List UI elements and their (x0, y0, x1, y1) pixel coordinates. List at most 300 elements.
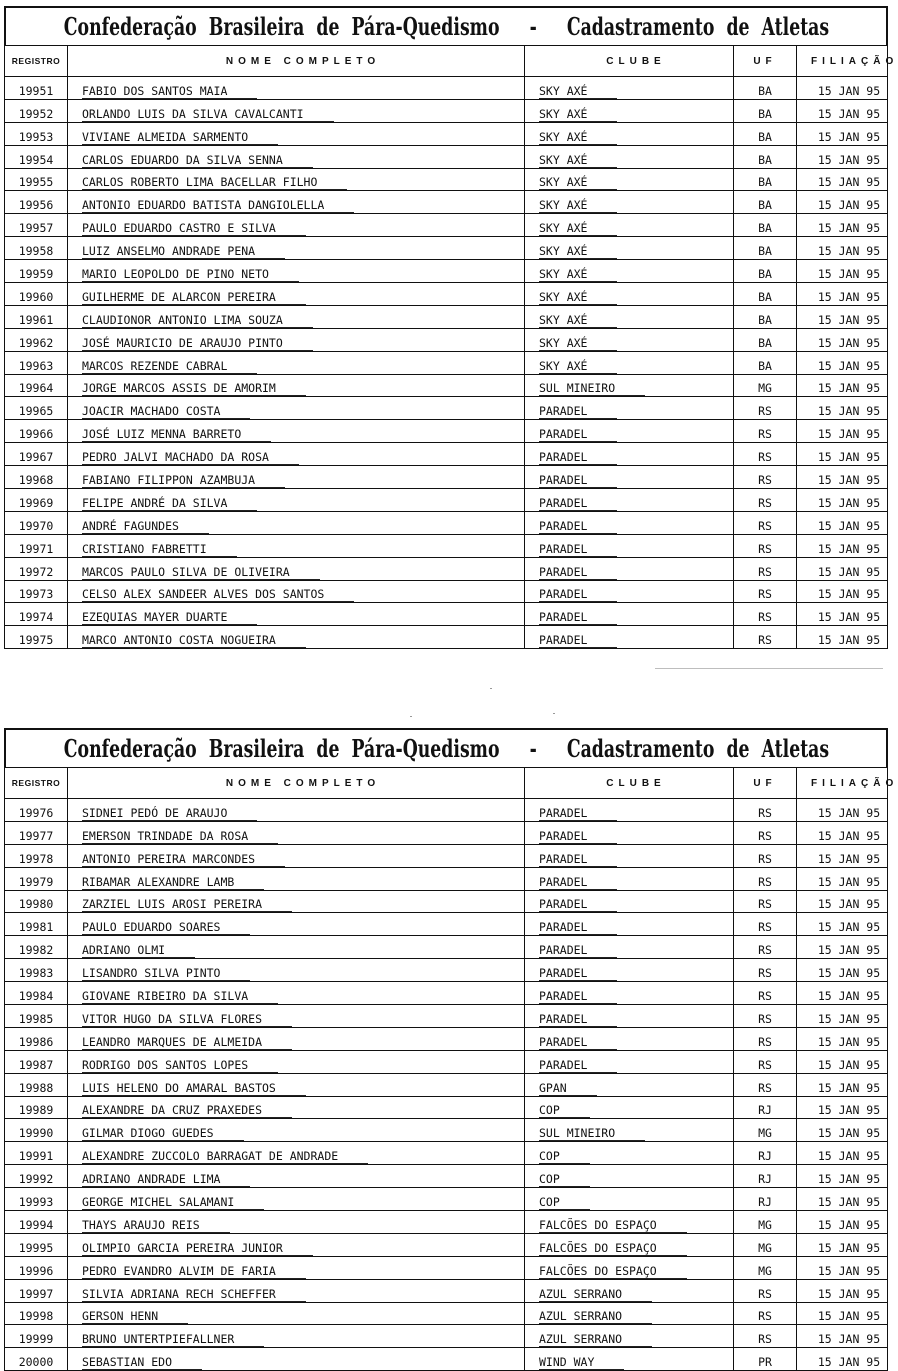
table-row (5, 99, 888, 122)
cell-clube-text: PARADEL (539, 920, 617, 935)
cell-nome-text: EMERSON TRINDADE DA ROSA (82, 829, 278, 844)
cell-clube (525, 1005, 734, 1028)
cell-clube-text: SKY AXÉ (539, 336, 617, 351)
cell-nome-text: THAYS ARAUJO REIS (82, 1218, 230, 1233)
cell-filiacao: 15 JAN 95 (797, 626, 888, 649)
cell-registro: 19968 (5, 466, 68, 489)
table-row (5, 145, 888, 168)
cell-nome (68, 1211, 525, 1234)
cell-nome (68, 237, 525, 260)
cell-uf: BA (734, 237, 797, 260)
cell-nome-text: SIDNEI PEDÓ DE ARAUJO (82, 806, 257, 821)
cell-nome (68, 1256, 525, 1279)
cell-clube-text: PARADEL (539, 875, 617, 890)
cell-nome (68, 1302, 525, 1325)
cell-filiacao: 15 JAN 95 (797, 77, 888, 100)
cell-registro: 19972 (5, 557, 68, 580)
header-nome: NOME COMPLETO (68, 768, 525, 799)
cell-registro: 19951 (5, 77, 68, 100)
cell-uf: MG (734, 374, 797, 397)
cell-filiacao: 15 JAN 95 (797, 397, 888, 420)
cell-clube-text: SKY AXÉ (539, 107, 617, 122)
cell-registro: 19960 (5, 283, 68, 306)
cell-uf: MG (734, 1256, 797, 1279)
table-row (5, 466, 888, 489)
table-row (5, 1211, 888, 1234)
cell-clube-text: AZUL SERRANO (539, 1287, 652, 1302)
cell-clube (525, 1256, 734, 1279)
cell-nome (68, 489, 525, 512)
cell-nome (68, 420, 525, 443)
cell-uf: RS (734, 959, 797, 982)
cell-nome (68, 580, 525, 603)
cell-filiacao: 15 JAN 95 (797, 1188, 888, 1211)
cell-clube (525, 1325, 734, 1348)
table-row (5, 1165, 888, 1188)
cell-registro: 19974 (5, 603, 68, 626)
table-row (5, 1256, 888, 1279)
table-row (5, 1119, 888, 1142)
header-uf: UF (734, 768, 797, 799)
cell-nome (68, 511, 525, 534)
cell-clube (525, 534, 734, 557)
cell-uf: RS (734, 867, 797, 890)
cell-filiacao: 15 JAN 95 (797, 283, 888, 306)
header-filiacao: FILIAÇÃO (797, 768, 888, 799)
cell-nome-text: LEANDRO MARQUES DE ALMEIDA (82, 1035, 292, 1050)
cell-nome (68, 1348, 525, 1371)
cell-clube-text: PARADEL (539, 1012, 617, 1027)
cell-registro: 19980 (5, 890, 68, 913)
table-row (5, 1233, 888, 1256)
cell-registro: 19965 (5, 397, 68, 420)
cell-clube-text: PARADEL (539, 1035, 617, 1050)
cell-uf: RS (734, 1325, 797, 1348)
cell-uf: BA (734, 351, 797, 374)
table-row (5, 351, 888, 374)
cell-nome-text: ANDRÉ FAGUNDES (82, 519, 209, 534)
cell-clube-text: SKY AXÉ (539, 290, 617, 305)
cell-nome-text: PEDRO EVANDRO ALVIM DE FARIA (82, 1264, 306, 1279)
cell-filiacao: 15 JAN 95 (797, 1233, 888, 1256)
table-row (5, 397, 888, 420)
cell-nome-text: ADRIANO OLMI (82, 943, 195, 958)
cell-uf: RS (734, 982, 797, 1005)
table-row (5, 420, 888, 443)
cell-registro: 19958 (5, 237, 68, 260)
cell-uf: RS (734, 936, 797, 959)
cell-uf: BA (734, 214, 797, 237)
table-row (5, 603, 888, 626)
cell-nome (68, 1096, 525, 1119)
cell-clube (525, 328, 734, 351)
cell-filiacao: 15 JAN 95 (797, 1279, 888, 1302)
cell-clube-text: PARADEL (539, 519, 617, 534)
cell-filiacao: 15 JAN 95 (797, 260, 888, 283)
cell-clube (525, 374, 734, 397)
cell-nome-text: JORGE MARCOS ASSIS DE AMORIM (82, 381, 306, 396)
scan-speck (553, 713, 555, 714)
cell-uf: RS (734, 844, 797, 867)
cell-registro: 19991 (5, 1142, 68, 1165)
cell-clube-text: PARADEL (539, 1058, 617, 1073)
cell-registro: 19964 (5, 374, 68, 397)
table-row (5, 936, 888, 959)
cell-uf: BA (734, 191, 797, 214)
table-row (5, 77, 888, 100)
cell-nome (68, 1050, 525, 1073)
sheet-title: Confederação Brasileira de Pára-Quedismo - Cadastramento de Atletas (4, 728, 888, 767)
table-row (5, 1348, 888, 1371)
cell-registro: 19967 (5, 443, 68, 466)
cell-registro: 19955 (5, 168, 68, 191)
cell-filiacao: 15 JAN 95 (797, 1119, 888, 1142)
cell-uf: RS (734, 466, 797, 489)
cell-uf: RS (734, 1027, 797, 1050)
cell-nome (68, 936, 525, 959)
cell-clube-text: PARADEL (539, 852, 617, 867)
cell-nome-text: ANTONIO PEREIRA MARCONDES (82, 852, 285, 867)
cell-clube-text: FALCÕES DO ESPAÇO (539, 1264, 687, 1279)
cell-registro: 19997 (5, 1279, 68, 1302)
cell-uf: RS (734, 420, 797, 443)
cell-uf: RS (734, 603, 797, 626)
table-row (5, 913, 888, 936)
table-row (5, 489, 888, 512)
table-body (5, 77, 888, 649)
table-row (5, 799, 888, 822)
cell-filiacao: 15 JAN 95 (797, 890, 888, 913)
cell-filiacao: 15 JAN 95 (797, 1027, 888, 1050)
cell-clube-text: SKY AXÉ (539, 198, 617, 213)
scan-speck (490, 688, 492, 689)
cell-nome-text: PAULO EDUARDO SOARES (82, 920, 250, 935)
cell-uf: BA (734, 305, 797, 328)
cell-nome (68, 443, 525, 466)
cell-filiacao: 15 JAN 95 (797, 557, 888, 580)
cell-nome-text: CRISTIANO FABRETTI (82, 542, 237, 557)
table-row (5, 191, 888, 214)
cell-nome (68, 1165, 525, 1188)
cell-uf: BA (734, 260, 797, 283)
table-row (5, 982, 888, 1005)
cell-registro: 19990 (5, 1119, 68, 1142)
table-row (5, 443, 888, 466)
cell-clube (525, 982, 734, 1005)
cell-nome (68, 626, 525, 649)
cell-registro: 19989 (5, 1096, 68, 1119)
cell-nome (68, 534, 525, 557)
cell-registro: 19985 (5, 1005, 68, 1028)
cell-filiacao: 15 JAN 95 (797, 122, 888, 145)
cell-filiacao: 15 JAN 95 (797, 799, 888, 822)
cell-filiacao: 15 JAN 95 (797, 936, 888, 959)
cell-clube (525, 603, 734, 626)
header-clube: CLUBE (525, 46, 734, 77)
table-row (5, 890, 888, 913)
cell-clube (525, 283, 734, 306)
cell-registro: 19994 (5, 1211, 68, 1234)
cell-filiacao: 15 JAN 95 (797, 821, 888, 844)
cell-registro: 19984 (5, 982, 68, 1005)
cell-nome (68, 1233, 525, 1256)
cell-uf: RS (734, 511, 797, 534)
cell-filiacao: 15 JAN 95 (797, 1165, 888, 1188)
table-row (5, 1050, 888, 1073)
cell-clube (525, 1142, 734, 1165)
cell-clube-text: SKY AXÉ (539, 221, 617, 236)
cell-registro: 19963 (5, 351, 68, 374)
cell-nome-text: RIBAMAR ALEXANDRE LAMB (82, 875, 264, 890)
cell-filiacao: 15 JAN 95 (797, 168, 888, 191)
cell-nome (68, 913, 525, 936)
cell-uf: RS (734, 534, 797, 557)
cell-uf: MG (734, 1211, 797, 1234)
cell-nome (68, 214, 525, 237)
cell-clube (525, 799, 734, 822)
cell-clube-text: AZUL SERRANO (539, 1309, 652, 1324)
cell-nome (68, 260, 525, 283)
cell-registro: 19981 (5, 913, 68, 936)
cell-nome (68, 1005, 525, 1028)
cell-nome-text: LISANDRO SILVA PINTO (82, 966, 250, 981)
cell-clube (525, 145, 734, 168)
cell-nome (68, 1119, 525, 1142)
table-header-row (5, 768, 888, 799)
cell-clube (525, 489, 734, 512)
cell-registro: 19952 (5, 99, 68, 122)
cell-uf: RS (734, 443, 797, 466)
cell-uf: RJ (734, 1096, 797, 1119)
table-row (5, 1005, 888, 1028)
cell-clube (525, 397, 734, 420)
cell-filiacao: 15 JAN 95 (797, 328, 888, 351)
cell-clube-text: SKY AXÉ (539, 175, 617, 190)
cell-nome (68, 1279, 525, 1302)
cell-clube (525, 1096, 734, 1119)
athletes-table (4, 767, 898, 1371)
table-row (5, 1302, 888, 1325)
table-row (5, 1027, 888, 1050)
cell-uf: RS (734, 1302, 797, 1325)
cell-nome-text: GERSON HENN (82, 1309, 188, 1324)
cell-clube (525, 1302, 734, 1325)
cell-filiacao: 15 JAN 95 (797, 982, 888, 1005)
cell-registro: 20000 (5, 1348, 68, 1371)
cell-nome (68, 191, 525, 214)
cell-filiacao: 15 JAN 95 (797, 99, 888, 122)
cell-nome (68, 982, 525, 1005)
cell-uf: RS (734, 626, 797, 649)
cell-filiacao: 15 JAN 95 (797, 351, 888, 374)
scan-speck (410, 716, 412, 717)
cell-filiacao: 15 JAN 95 (797, 534, 888, 557)
cell-clube-text: PARADEL (539, 943, 617, 958)
cell-uf: RS (734, 821, 797, 844)
cell-nome (68, 1073, 525, 1096)
cell-nome-text: CARLOS EDUARDO DA SILVA SENNA (82, 153, 313, 168)
cell-clube-text: PARADEL (539, 633, 617, 648)
cell-registro: 19998 (5, 1302, 68, 1325)
cell-clube (525, 99, 734, 122)
sheet-title: Confederação Brasileira de Pára-Quedismo - Cadastramento de Atletas (4, 6, 888, 45)
cell-clube-text: SKY AXÉ (539, 359, 617, 374)
cell-clube-text: PARADEL (539, 542, 617, 557)
cell-clube (525, 443, 734, 466)
cell-filiacao: 15 JAN 95 (797, 580, 888, 603)
cell-nome-text: JOSÉ LUIZ MENNA BARRETO (82, 427, 271, 442)
cell-clube-text: SKY AXÉ (539, 244, 617, 259)
scan-artifact-line (655, 668, 883, 669)
cell-nome-text: GEORGE MICHEL SALAMANI (82, 1195, 264, 1210)
cell-nome (68, 397, 525, 420)
cell-registro: 19983 (5, 959, 68, 982)
table-row (5, 1073, 888, 1096)
header-clube: CLUBE (525, 768, 734, 799)
cell-uf: RS (734, 489, 797, 512)
cell-uf: RS (734, 580, 797, 603)
cell-nome-text: BRUNO UNTERTPIEFALLNER (82, 1332, 264, 1347)
cell-filiacao: 15 JAN 95 (797, 489, 888, 512)
cell-filiacao: 15 JAN 95 (797, 214, 888, 237)
cell-registro: 19970 (5, 511, 68, 534)
cell-filiacao: 15 JAN 95 (797, 443, 888, 466)
cell-clube-text: COP (539, 1103, 590, 1118)
cell-registro: 19978 (5, 844, 68, 867)
cell-nome (68, 374, 525, 397)
cell-nome-text: FELIPE ANDRÉ DA SILVA (82, 496, 257, 511)
cell-filiacao: 15 JAN 95 (797, 466, 888, 489)
cell-nome-text: GIOVANE RIBEIRO DA SILVA (82, 989, 278, 1004)
cell-uf: MG (734, 1119, 797, 1142)
cell-clube-text: PARADEL (539, 966, 617, 981)
table-row (5, 283, 888, 306)
cell-filiacao: 15 JAN 95 (797, 511, 888, 534)
cell-clube (525, 237, 734, 260)
cell-clube-text: GPAN (539, 1081, 597, 1096)
table-row (5, 557, 888, 580)
cell-registro: 19966 (5, 420, 68, 443)
cell-filiacao: 15 JAN 95 (797, 1050, 888, 1073)
cell-clube-text: PARADEL (539, 565, 617, 580)
cell-nome (68, 328, 525, 351)
cell-uf: RS (734, 397, 797, 420)
cell-clube (525, 260, 734, 283)
cell-registro: 19992 (5, 1165, 68, 1188)
cell-clube-text: AZUL SERRANO (539, 1332, 652, 1347)
cell-clube (525, 821, 734, 844)
cell-clube (525, 77, 734, 100)
cell-nome-text: ALEXANDRE DA CRUZ PRAXEDES (82, 1103, 292, 1118)
cell-nome-text: FABIO DOS SANTOS MAIA (82, 84, 257, 99)
cell-clube-text: FALCÕES DO ESPAÇO (539, 1218, 687, 1233)
cell-nome (68, 1325, 525, 1348)
cell-clube-text: COP (539, 1149, 590, 1164)
cell-nome (68, 466, 525, 489)
cell-clube (525, 1211, 734, 1234)
cell-filiacao: 15 JAN 95 (797, 1005, 888, 1028)
cell-nome (68, 890, 525, 913)
cell-nome-text: ADRIANO ANDRADE LIMA (82, 1172, 250, 1187)
cell-nome (68, 145, 525, 168)
cell-filiacao: 15 JAN 95 (797, 1211, 888, 1234)
cell-clube (525, 959, 734, 982)
cell-clube-text: PARADEL (539, 427, 617, 442)
cell-filiacao: 15 JAN 95 (797, 603, 888, 626)
cell-clube (525, 1050, 734, 1073)
cell-nome-text: JOACIR MACHADO COSTA (82, 404, 250, 419)
table-row (5, 580, 888, 603)
cell-registro: 19954 (5, 145, 68, 168)
cell-filiacao: 15 JAN 95 (797, 1302, 888, 1325)
cell-uf: BA (734, 77, 797, 100)
cell-registro: 19995 (5, 1233, 68, 1256)
cell-filiacao: 15 JAN 95 (797, 867, 888, 890)
cell-nome (68, 77, 525, 100)
cell-filiacao: 15 JAN 95 (797, 1325, 888, 1348)
cell-clube-text: PARADEL (539, 404, 617, 419)
cell-uf: BA (734, 283, 797, 306)
table-row (5, 844, 888, 867)
cell-uf: RJ (734, 1165, 797, 1188)
cell-clube-text: PARADEL (539, 587, 617, 602)
cell-registro: 19977 (5, 821, 68, 844)
cell-nome-text: VIVIANE ALMEIDA SARMENTO (82, 130, 278, 145)
table-row (5, 1096, 888, 1119)
cell-nome (68, 283, 525, 306)
cell-clube (525, 214, 734, 237)
cell-uf: BA (734, 145, 797, 168)
cell-nome-text: MARIO LEOPOLDO DE PINO NETO (82, 267, 299, 282)
cell-filiacao: 15 JAN 95 (797, 913, 888, 936)
cell-filiacao: 15 JAN 95 (797, 844, 888, 867)
cell-uf: RJ (734, 1188, 797, 1211)
cell-nome (68, 821, 525, 844)
cell-uf: BA (734, 99, 797, 122)
cell-clube (525, 580, 734, 603)
cell-registro: 19973 (5, 580, 68, 603)
cell-nome-text: MARCO ANTONIO COSTA NOGUEIRA (82, 633, 306, 648)
cell-uf: RS (734, 890, 797, 913)
cell-nome-text: ANTONIO EDUARDO BATISTA DANGIOLELLA (82, 198, 354, 213)
cell-uf: BA (734, 122, 797, 145)
cell-filiacao: 15 JAN 95 (797, 1073, 888, 1096)
table-row (5, 534, 888, 557)
cell-clube (525, 1233, 734, 1256)
cell-uf: RS (734, 1279, 797, 1302)
cell-registro: 19982 (5, 936, 68, 959)
cell-clube-text: PARADEL (539, 897, 617, 912)
cell-nome-text: PEDRO JALVI MACHADO DA ROSA (82, 450, 299, 465)
cell-clube-text: PARADEL (539, 610, 617, 625)
cell-nome-text: LUIZ ANSELMO ANDRADE PENA (82, 244, 285, 259)
cell-clube (525, 420, 734, 443)
cell-clube-text: FALCÕES DO ESPAÇO (539, 1241, 687, 1256)
table-header-row (5, 46, 888, 77)
athletes-table (4, 45, 898, 649)
cell-registro: 19996 (5, 1256, 68, 1279)
table-row (5, 328, 888, 351)
table-row (5, 260, 888, 283)
cell-nome-text: SILVIA ADRIANA RECH SCHEFFER (82, 1287, 306, 1302)
cell-nome-text: FABIANO FILIPPON AZAMBUJA (82, 473, 285, 488)
cell-clube-text: SKY AXÉ (539, 153, 617, 168)
cell-registro: 19959 (5, 260, 68, 283)
cell-uf: RS (734, 913, 797, 936)
cell-nome (68, 1027, 525, 1050)
header-filiacao: FILIAÇÃO (797, 46, 888, 77)
cell-registro: 19953 (5, 122, 68, 145)
